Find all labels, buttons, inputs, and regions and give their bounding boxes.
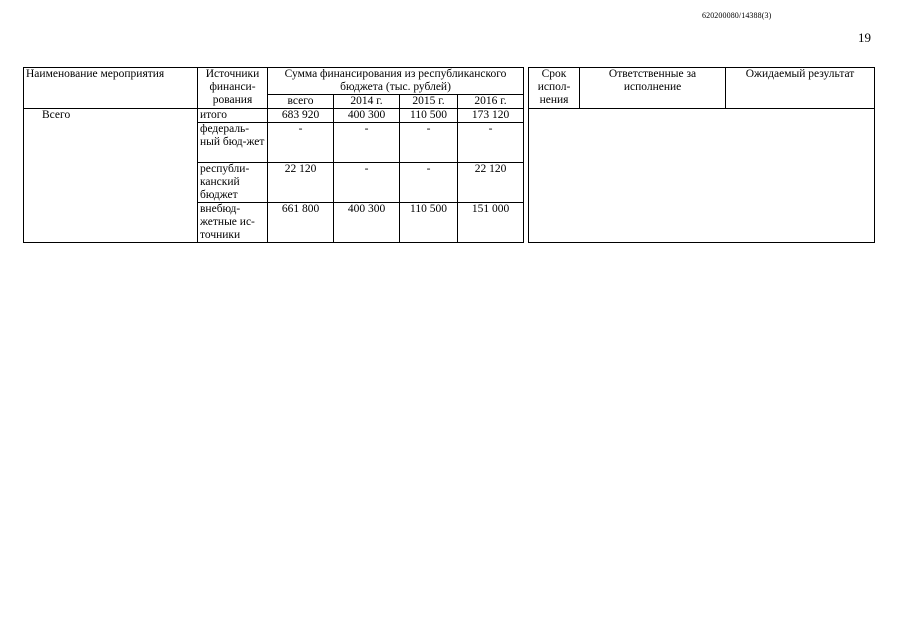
row-2015: 110 500 [400, 203, 458, 243]
header-2016: 2016 г. [458, 95, 524, 109]
document-code: 620200080/14388(3) [702, 11, 772, 20]
row-2014: - [334, 123, 400, 163]
funding-table [23, 67, 875, 243]
header-deadline: Срок испол-нения [529, 68, 580, 109]
header-2015: 2015 г. [400, 95, 458, 109]
header-name: Наименование мероприятия [24, 68, 198, 109]
row-2014: 400 300 [334, 203, 400, 243]
page-number: 19 [858, 30, 871, 45]
row-source: республи-канский бюджет [198, 163, 268, 203]
header-row-1 [24, 68, 875, 95]
row-total: 22 120 [268, 163, 334, 203]
row-2016: - [458, 123, 524, 163]
total-label: Всего [24, 109, 198, 243]
header-result: Ожидаемый результат [726, 68, 875, 109]
header-2014: 2014 г. [334, 95, 400, 109]
header-sum-group: Сумма финансирования из республиканского бюджета (тыс. рублей) [268, 68, 524, 95]
row-2014: 400 300 [334, 109, 400, 123]
row-2016: 173 120 [458, 109, 524, 123]
row-2015: - [400, 123, 458, 163]
row-2016: 22 120 [458, 163, 524, 203]
row-source: итого [198, 109, 268, 123]
header-total: всего [268, 95, 334, 109]
row-2015: 110 500 [400, 109, 458, 123]
row-source: внебюд-жетные ис-точники [198, 203, 268, 243]
row-source: федераль-ный бюд-жет [198, 123, 268, 163]
header-responsible: Ответственные за исполнение [580, 68, 726, 109]
row-2016: 151 000 [458, 203, 524, 243]
header-sources: Источники финанси-рования [198, 68, 268, 109]
row-total: 683 920 [268, 109, 334, 123]
row-2014: - [334, 163, 400, 203]
table-row [24, 109, 875, 123]
row-total: 661 800 [268, 203, 334, 243]
row-2015: - [400, 163, 458, 203]
row-total: - [268, 123, 334, 163]
empty-details-block [529, 109, 875, 243]
